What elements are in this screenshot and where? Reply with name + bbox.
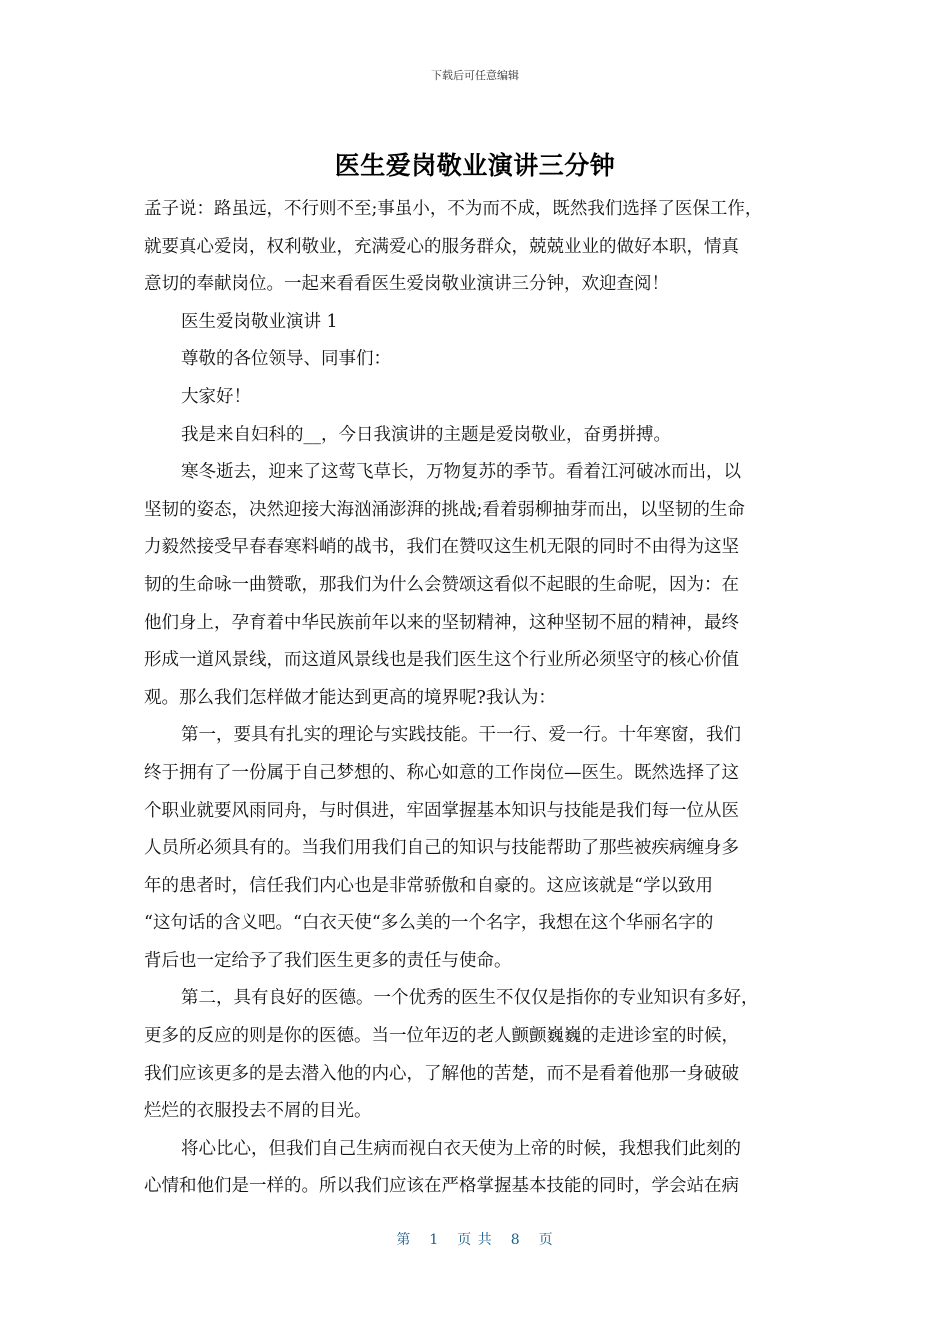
text-line: 心情和他们是一样的。所以我们应该在严格掌握基本技能的同时，学会站在病 [144, 1176, 739, 1197]
text-line: 医生爱岗敬业演讲 1 [181, 311, 338, 332]
text-line: 人员所必须具有的。当我们用我们自己的知识与技能帮助了那些被疾病缠身多 [144, 838, 739, 859]
text-line: 更多的反应的则是你的医德。当一位年迈的老人颤颤巍巍的走进诊室的时候， [144, 1026, 739, 1047]
text-line: 意切的奉献岗位。一起来看看医生爱岗敬业演讲三分钟，欢迎查阅！ [144, 274, 669, 295]
text-line: 寒冬逝去，迎来了这莺飞草长，万物复苏的季节。看着江河破冰而出，以 [181, 462, 741, 483]
text-line: 韧的生命咏一曲赞歌，那我们为什么会赞颂这看似不起眼的生命呢，因为：在 [144, 574, 739, 595]
text-line: 观。那么我们怎样做才能达到更高的境界呢?我认为： [144, 687, 556, 708]
footer-current-page: 1 [429, 1232, 440, 1248]
text-line: 背后也一定给予了我们医生更多的责任与使命。 [144, 950, 512, 971]
header-note: 下载后可任意编辑 [431, 69, 519, 82]
text-line: 个职业就要风雨同舟，与时俱进，牢固掌握基本知识与技能是我们每一位从医 [144, 800, 739, 821]
text-line: 形成一道风景线，而这道风景线也是我们医生这个行业所必须坚守的核心价值 [144, 650, 739, 671]
footer-total-pages: 8 [510, 1232, 521, 1248]
text-line: 坚韧的姿态，决然迎接大海汹涌澎湃的挑战;看着弱柳抽芽而出，以坚韧的生命 [144, 499, 745, 520]
text-line: 我是来自妇科的__，今日我演讲的主题是爱岗敬业，奋勇拼搏。 [181, 424, 671, 445]
document-body [144, 191, 809, 1206]
text-line: 年的患者时，信任我们内心也是非常骄傲和自豪的。这应该就是“学以致用 [144, 875, 713, 896]
text-line: 我们应该更多的是去潜入他的内心，了解他的苦楚，而不是看着他那一身破破 [144, 1063, 739, 1084]
text-line: “这句话的含义吧。“白衣天使“多么美的一个名字，我想在这个华丽名字的 [144, 913, 714, 934]
text-line: 将心比心，但我们自己生病而视白衣天使为上帝的时候，我想我们此刻的 [181, 1138, 741, 1159]
text-line: 烂烂的衣服投去不屑的目光。 [144, 1101, 372, 1122]
footer-prefix: 第 [396, 1232, 412, 1248]
text-line: 他们身上，孕育着中华民族前年以来的坚韧精神，这种坚韧不屈的精神，最终 [144, 612, 739, 633]
page-footer [0, 1229, 950, 1249]
text-line: 就要真心爱岗，权利敬业，充满爱心的服务群众，兢兢业业的做好本职，情真 [144, 236, 739, 257]
text-line: 第一，要具有扎实的理论与实践技能。干一行、爱一行。十年寒窗，我们 [181, 725, 741, 746]
text-line: 力毅然接受早春春寒料峭的战书，我们在赞叹这生机无限的同时不由得为这坚 [144, 537, 739, 558]
text-line: 第二，具有良好的医德。一个优秀的医生不仅仅是指你的专业知识有多好， [181, 988, 759, 1009]
text-line: 终于拥有了一份属于自己梦想的、称心如意的工作岗位—医生。既然选择了这 [144, 762, 739, 783]
text-line: 尊敬的各位领导、同事们： [181, 349, 391, 370]
text-line: 大家好！ [181, 386, 251, 407]
document-title: 医生爱岗敬业演讲三分钟 [334, 151, 616, 180]
footer-middle: 页 共 [457, 1232, 493, 1248]
text-line: 孟子说：路虽远，不行则不至;事虽小，不为而不成，既然我们选择了医保工作， [144, 199, 763, 219]
footer-suffix: 页 [538, 1232, 554, 1248]
